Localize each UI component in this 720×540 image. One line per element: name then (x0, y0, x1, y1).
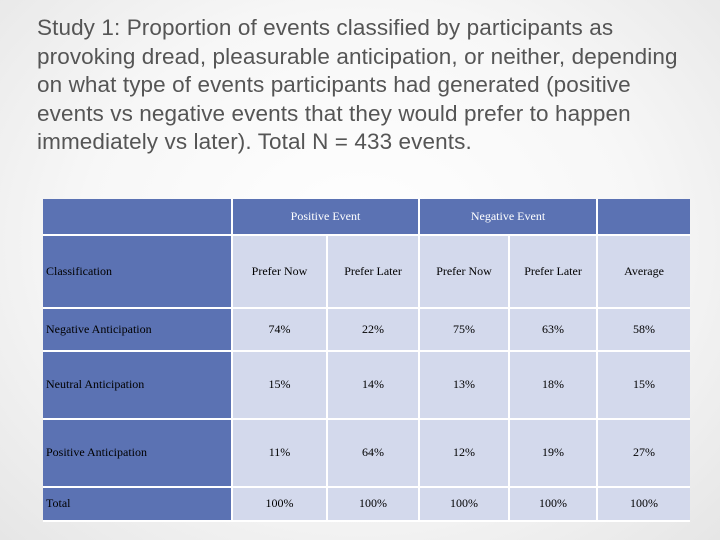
table-cell: 100% (327, 487, 419, 522)
table-cell: 75% (419, 308, 509, 351)
row-label: Positive Anticipation (43, 419, 232, 487)
table-cell: 100% (232, 487, 327, 522)
table-cell: 22% (327, 308, 419, 351)
group-header-row (43, 199, 690, 235)
row-label: Total (43, 487, 232, 522)
table-cell: 15% (597, 351, 690, 419)
row-label: Negative Anticipation (43, 308, 232, 351)
table-cell: 58% (597, 308, 690, 351)
table-cell: 19% (509, 419, 597, 487)
table-row (43, 487, 690, 522)
table-cell: 18% (509, 351, 597, 419)
table-row (43, 351, 690, 419)
column-header-negative-prefer-later: Prefer Later (509, 235, 597, 308)
table-cell: 100% (419, 487, 509, 522)
column-header-average: Average (597, 235, 690, 308)
column-header-positive-prefer-later: Prefer Later (327, 235, 419, 308)
group-header-empty-right (597, 199, 690, 235)
table-cell: 12% (419, 419, 509, 487)
table-cell: 14% (327, 351, 419, 419)
table-cell: 100% (597, 487, 690, 522)
group-header-empty (43, 199, 232, 235)
row-label: Neutral Anticipation (43, 351, 232, 419)
results-table (43, 199, 690, 522)
column-header-positive-prefer-now: Prefer Now (232, 235, 327, 308)
table-cell: 74% (232, 308, 327, 351)
column-header-negative-prefer-now: Prefer Now (419, 235, 509, 308)
table-row (43, 419, 690, 487)
table-cell: 64% (327, 419, 419, 487)
table-cell: 63% (509, 308, 597, 351)
table-cell: 13% (419, 351, 509, 419)
table-cell: 100% (509, 487, 597, 522)
slide-title: Study 1: Proportion of events classified by participants as provoking dread, pleasurable anticipation, or neither, depending on what type of events participants had generated (positive events vs negative events that they would prefer to happen immediately vs later). Total N = 433 events. (37, 15, 678, 154)
table-cell: 15% (232, 351, 327, 419)
table-row (43, 308, 690, 351)
group-header-positive-event: Positive Event (232, 199, 419, 235)
group-header-negative-event: Negative Event (419, 199, 597, 235)
table-cell: 27% (597, 419, 690, 487)
column-header-classification: Classification (43, 235, 232, 308)
table-cell: 11% (232, 419, 327, 487)
column-header-row (43, 235, 690, 308)
